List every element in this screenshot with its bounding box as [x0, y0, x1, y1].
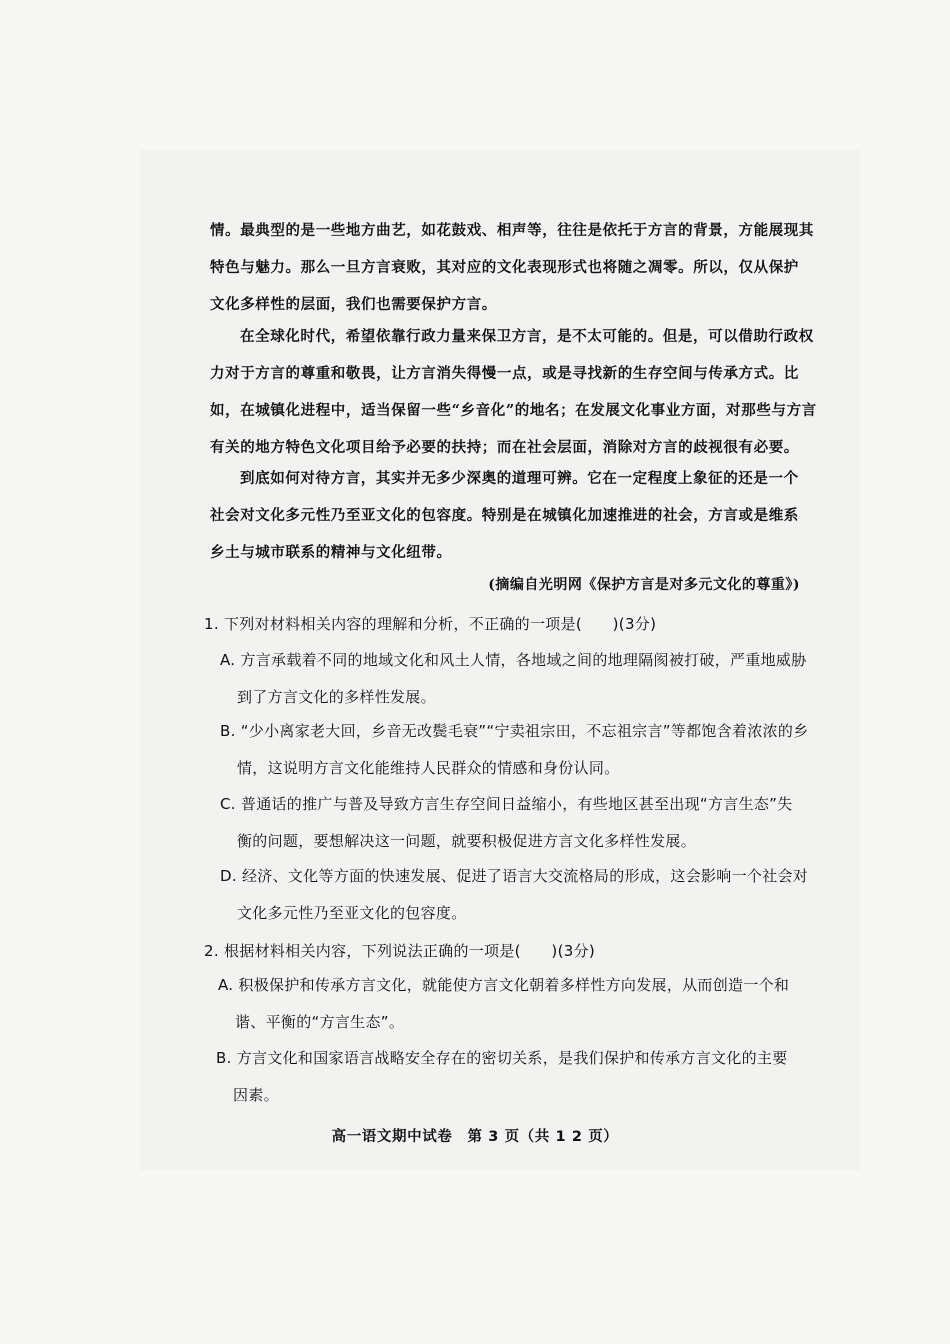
option-line: D. 经济、文化等方面的快速发展、促进了语言大交流格局的形成，这会影响一个社会对: [220, 867, 809, 885]
question-2-stem: 2. 根据材料相关内容，下列说法正确的一项是( )(3分): [204, 942, 596, 960]
passage-line: 有关的地方特色文化项目给予必要的扶持；而在社会层面，消除对方言的歧视很有必要。: [210, 439, 799, 456]
question-1-option-c: [220, 786, 810, 860]
question-1-stem: 1. 下列对材料相关内容的理解和分析，不正确的一项是( )(3分): [204, 615, 657, 633]
option-line: A. 积极保护和传承方言文化，就能使方言文化朝着多样性方向发展，从而创造一个和: [218, 976, 790, 994]
passage-line: 乡土与城市联系的精神与文化纽带。: [210, 544, 452, 561]
passage-line: 文化多样性的层面，我们也需要保护方言。: [210, 296, 497, 313]
passage-paragraph-2: [210, 318, 817, 466]
page-footer: 高一语文期中试卷 第 3 页（共 1 2 页）: [331, 1129, 619, 1145]
question-1-option-a: [220, 642, 810, 716]
passage-line: 在全球化时代，希望依靠行政力量来保卫方言，是不太可能的。但是，可以借助行政权: [240, 328, 814, 345]
option-line: C. 普通话的推广与普及导致方言生存空间日益缩小，有些地区甚至出现“方言生态”失: [220, 795, 793, 813]
passage-line: 力对于方言的尊重和敬畏，让方言消失得慢一点，或是寻找新的生存空间与传承方式。比: [210, 365, 799, 382]
passage-source: (摘编自光明网《保护方言是对多元文化的尊重》): [488, 577, 800, 593]
passage-line-indented: [210, 318, 814, 355]
question-1-option-b: [220, 713, 810, 787]
question-2-option-a: [218, 967, 808, 1041]
question-2-option-b: [216, 1040, 806, 1114]
passage-line: 如，在城镇化进程中，适当保留一些“乡音化”的地名；在发展文化事业方面，对那些与方言: [210, 402, 817, 419]
passage-line-indented: [210, 460, 800, 497]
option-line: 文化多元性乃至亚文化的包容度。: [237, 904, 467, 922]
passage-line: 社会对文化多元性乃至亚文化的包容度。特别是在城镇化加速推进的社会，方言或是维系: [210, 507, 799, 524]
passage-line: 到底如何对待方言，其实并无多少深奥的道理可辨。它在一定程度上象征的还是一个: [240, 470, 799, 487]
option-line: 情，这说明方言文化能维持人民群众的情感和身份认同。: [237, 759, 620, 777]
option-line: 到了方言文化的多样性发展。: [237, 688, 436, 706]
option-line: 谐、平衡的“方言生态”。: [235, 1013, 405, 1031]
passage-paragraph-3: [210, 460, 800, 571]
option-line: B. “少小离家老大回，乡音无改鬓毛衰”“宁卖祖宗田，不忘祖宗言”等都饱含着浓浓的乡: [220, 722, 809, 740]
passage-line: 特色与魅力。那么一旦方言衰败，其对应的文化表现形式也将随之凋零。所以，仅从保护: [210, 259, 799, 276]
option-line: 衡的问题，要想解决这一问题，就要积极促进方言文化多样性发展。: [237, 832, 697, 850]
passage-line: 情。最典型的是一些地方曲艺，如花鼓戏、相声等，往往是依托于方言的背景，方能展现其: [210, 222, 814, 239]
question-1-option-d: [220, 858, 810, 932]
passage-paragraph-1: [210, 212, 814, 323]
option-line: B. 方言文化和国家语言战略安全存在的密切关系，是我们保护和传承方言文化的主要: [216, 1049, 788, 1067]
option-line: 因素。: [233, 1086, 279, 1104]
option-line: A. 方言承载着不同的地域文化和风土人情，各地域之间的地理隔阂被打破，严重地威胁: [220, 651, 807, 669]
